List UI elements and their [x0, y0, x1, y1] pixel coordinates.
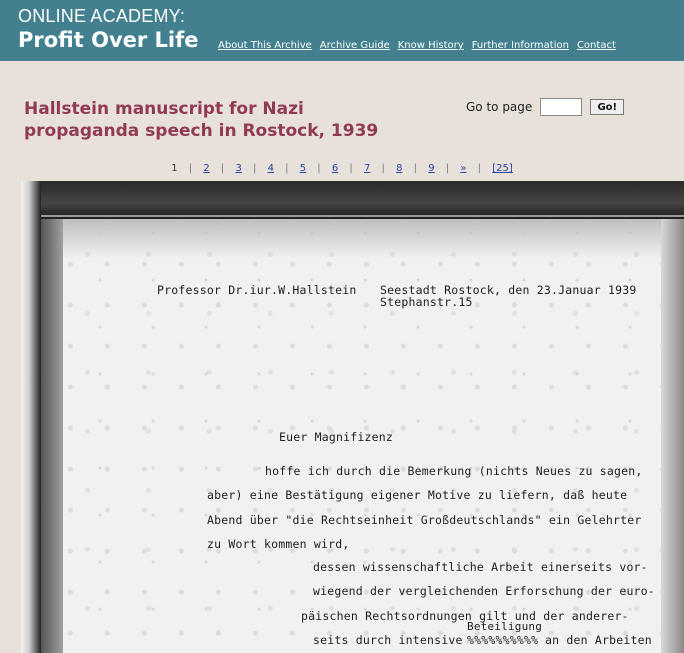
pager-link-page-8[interactable]: 8 — [396, 163, 403, 174]
top-nav — [218, 40, 616, 51]
pagination: 1 | 2 | 3 | 4 | 5 | 6 | 7 | 8 | 9 | » | [25] — [171, 163, 513, 174]
letter-line: an den Arbeiten — [545, 633, 652, 647]
letter-correction-insert: Beteiligung — [467, 620, 543, 633]
letter-sender: Professor Dr.iur.W.Hallstein — [157, 283, 357, 297]
brand-label: ONLINE ACADEMY: — [18, 6, 186, 26]
letter-line: seits durch intensive — [313, 633, 463, 647]
pager-link-page-6[interactable]: 6 — [331, 163, 339, 174]
letter-street: Stephanstr.15 — [380, 295, 473, 309]
pager-link-page-3[interactable]: 3 — [235, 163, 242, 174]
go-to-page-form — [466, 98, 624, 116]
letter-line: Abend über "die Rechtseinheit Großdeutschlands" ein Gelehrter — [207, 513, 642, 527]
pager-link-page-5[interactable]: 5 — [299, 163, 307, 174]
letter-line: hoffe ich durch die Bemerkung (nichts Neues zu sagen, — [265, 464, 643, 478]
letter-place-date: Seestadt Rostock, den 23.Januar 1939 — [380, 283, 637, 297]
letter-line: dessen wissenschaftliche Arbeit einerseits vor- — [313, 560, 648, 574]
letter-line: zu Wort kommen wird, — [207, 537, 350, 551]
letter-line: päischen Rechtsordnungen gilt und der anderer- — [301, 609, 629, 623]
brand-title[interactable]: Profit Over Life — [18, 28, 199, 52]
pager-link-page-9[interactable]: 9 — [428, 163, 435, 174]
nav-further-information[interactable]: Further Information — [471, 40, 569, 51]
pager-current-page: 1 — [171, 163, 178, 174]
nav-contact[interactable]: Contact — [576, 40, 616, 51]
nav-know-history[interactable]: Know History — [397, 40, 464, 51]
letter-line: aber) eine Bestätigung eigener Motive zu liefern, daß heute — [207, 488, 628, 502]
document-scan — [21, 181, 684, 653]
site-header — [0, 0, 684, 61]
letter-line: wiegend der vergleichenden Erforschung der euro- — [313, 584, 655, 598]
pager-link-page-2[interactable]: 2 — [203, 163, 210, 174]
letter-struck-text: %%%%%%%%%% — [467, 633, 539, 647]
nav-about-this-archive[interactable]: About This Archive — [218, 40, 312, 51]
page-number-input[interactable] — [540, 98, 582, 116]
letter-salutation: Euer Magnifizenz — [279, 430, 393, 444]
go-to-page-label: Go to page — [466, 100, 533, 114]
nav-archive-guide[interactable]: Archive Guide — [319, 40, 390, 51]
go-button[interactable]: Go! — [590, 99, 624, 115]
pager-last-page-link[interactable]: [25] — [492, 163, 513, 174]
pager-link-page-7[interactable]: 7 — [363, 163, 371, 174]
page-title: Hallstein manuscript for Nazi propaganda speech in Rostock, 1939 — [24, 99, 379, 141]
pager-next-link[interactable]: » — [460, 163, 467, 174]
pager-link-page-4[interactable]: 4 — [267, 163, 274, 174]
